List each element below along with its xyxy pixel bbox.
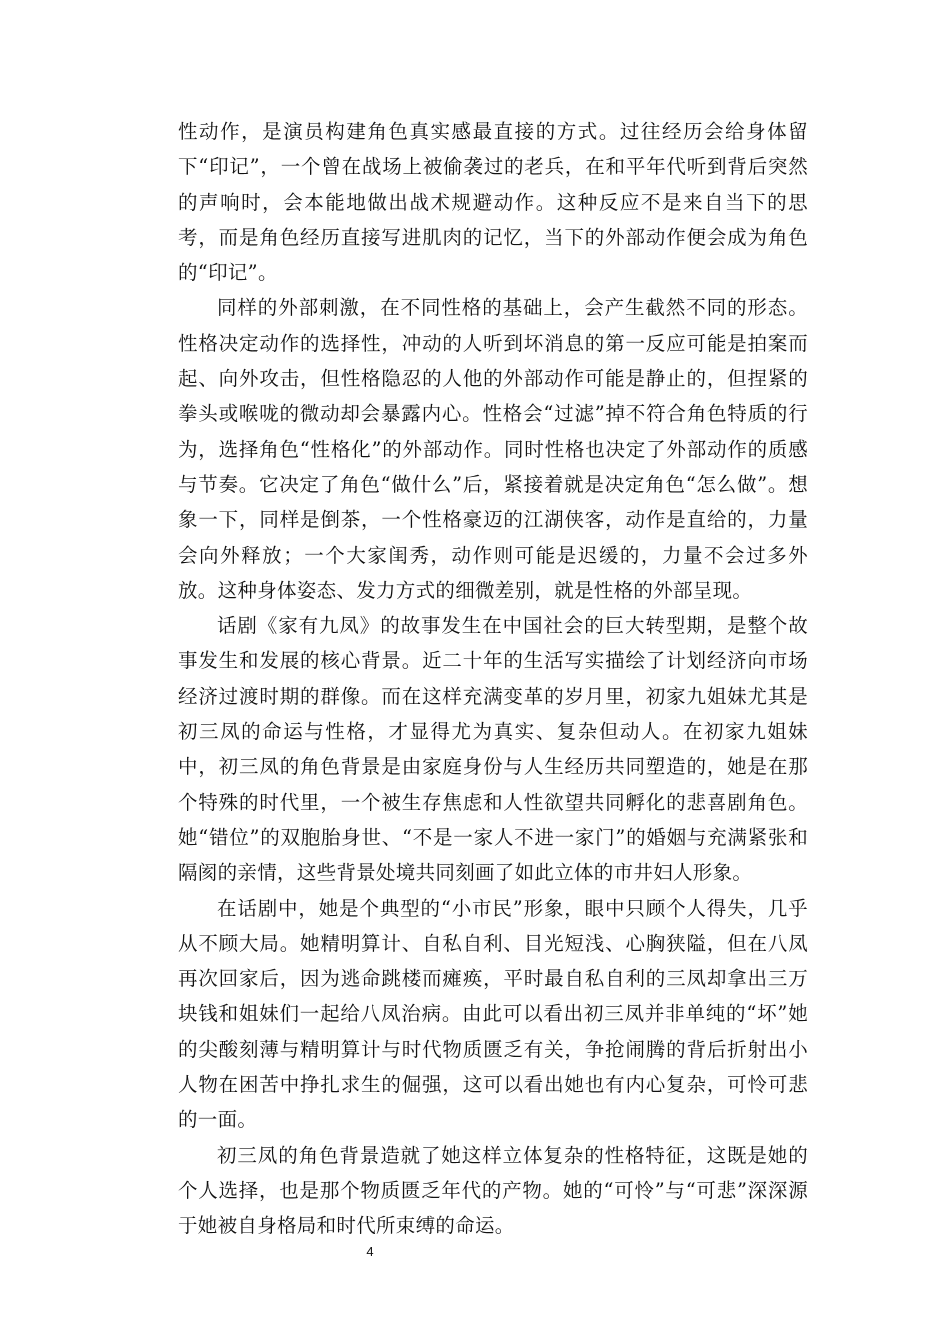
paragraph-5: 初三凤的角色背景造就了她这样立体复杂的性格特征，这既是她的个人选择，也是那个物质匮乏年代的产物。她的“可怜”与“可悲”深深源于她被自身格局和时代所束缚的命运。 <box>178 1143 808 1238</box>
page-number: 4 <box>366 1244 374 1259</box>
body-text <box>178 114 808 1244</box>
paragraph-2: 同样的外部刺激，在不同性格的基础上，会产生截然不同的形态。性格决定动作的选择性，冲动的人听到坏消息的第一反应可能是拍案而起、向外攻击，但性格隐忍的人他的外部动作可能是静止的，但捏紧的拳头或喉咙的微动却会暴露内心。性格会“过滤”掉不符合角色特质的行为，选择角色“性格化”的外部动作。同时性格也决定了外部动作的质感与节奏。它决定了角色“做什么”后，紧接着就是决定角色“怎么做”。想象一下，同样是倒茶，一个性格豪迈的江湖侠客，动作是直给的，力量会向外释放；一个大家闺秀，动作则可能是迟缓的，力量不会过多外放。这种身体姿态、发力方式的细微差别，就是性格的外部呈现。 <box>178 296 808 602</box>
paragraph-1: 性动作，是演员构建角色真实感最直接的方式。过往经历会给身体留下“印记”，一个曾在战场上被偷袭过的老兵，在和平年代听到背后突然的声响时，会本能地做出战术规避动作。这种反应不是来自当下的思考，而是角色经历直接写进肌肉的记忆，当下的外部动作便会成为角色的“印记”。 <box>178 120 808 285</box>
paragraph-3: 话剧《家有九凤》的故事发生在中国社会的巨大转型期，是整个故事发生和发展的核心背景。近二十年的生活写实描绘了计划经济向市场经济过渡时期的群像。而在这样充满变革的岁月里，初家九姐妹尤其是初三凤的命运与性格，才显得尤为真实、复杂但动人。在初家九姐妹中，初三凤的角色背景是由家庭身份与人生经历共同塑造的，她是在那个特殊的时代里，一个被生存焦虑和人性欲望共同孵化的悲喜剧角色。她“错位”的双胞胎身世、“不是一家人不进一家门”的婚姻与充满紧张和隔阂的亲情，这些背景处境共同刻画了如此立体的市井妇人形象。 <box>178 614 808 885</box>
paragraph-4: 在话剧中，她是个典型的“小市民”形象，眼中只顾个人得失，几乎从不顾大局。她精明算计、自私自利、目光短浅、心胸狭隘，但在八凤再次回家后，因为逃命跳楼而瘫痪，平时最自私自利的三凤却拿出三万块钱和姐妹们一起给八凤治病。由此可以看出初三凤并非单纯的“坏”她的尖酸刻薄与精明算计与时代物质匮乏有关，争抢闹腾的背后折射出小人物在困苦中挣扎求生的倔强，这可以看出她也有内心复杂，可怜可悲的一面。 <box>178 896 808 1132</box>
